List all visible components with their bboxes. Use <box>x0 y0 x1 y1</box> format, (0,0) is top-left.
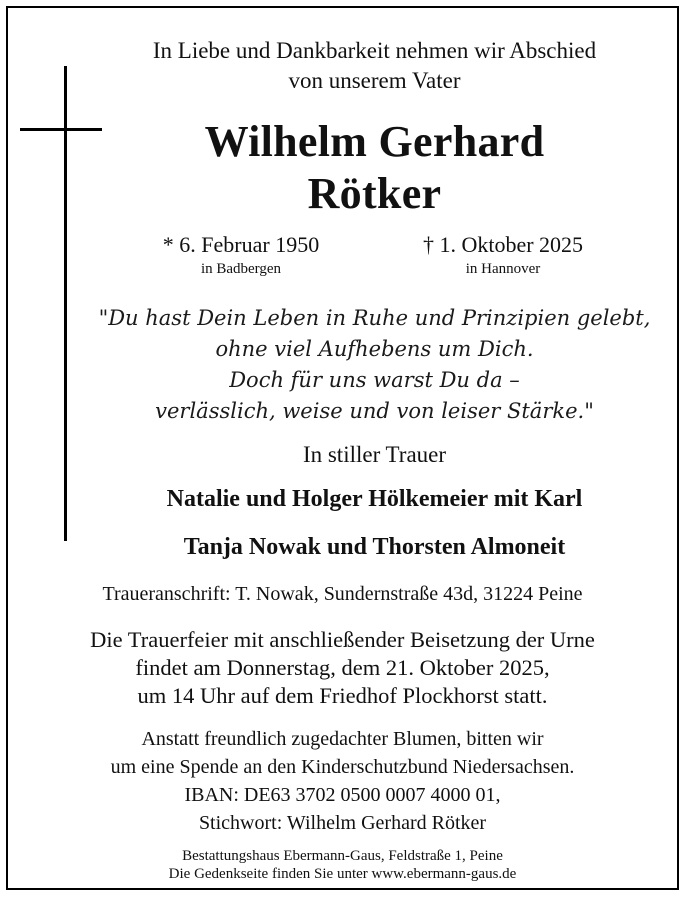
mourning-address: Traueranschrift: T. Nowak, Sundernstraße 43d, 31224 Peine <box>102 583 583 605</box>
family-line-2: Tanja Nowak und Thorsten Almoneit <box>183 534 566 560</box>
death-date: † 1. Oktober 2025 <box>422 232 584 257</box>
obituary-notice <box>6 6 679 890</box>
ceremony-line-1: Die Trauerfeier mit anschließender Beisetzung der Urne <box>90 627 595 652</box>
deceased-name-line-1: Wilhelm Gerhard <box>204 117 545 166</box>
intro-line-2: von unserem Vater <box>288 68 461 93</box>
memorial-page-line: Die Gedenkseite finden Sie unter www.ebermann-gaus.de <box>168 866 517 882</box>
donation-iban: IBAN: DE63 3702 0500 0007 4000 01, <box>184 784 501 806</box>
quote-line-2: ohne viel Aufhebens um Dich. <box>215 337 534 361</box>
death-place: in Hannover <box>465 261 541 277</box>
intro-line-1: In Liebe und Dankbarkeit nehmen wir Abschied <box>152 38 597 63</box>
quote-line-1: "Du hast Dein Leben in Ruhe und Prinzipien gelebt, <box>98 306 651 330</box>
family-line-1: Natalie und Holger Hölkemeier mit Karl <box>166 486 583 512</box>
cross-icon <box>64 66 67 541</box>
donation-keyword: Stichwort: Wilhelm Gerhard Rötker <box>198 812 487 834</box>
deceased-name-line-2: Rötker <box>307 169 442 218</box>
ceremony-line-2: findet am Donnerstag, dem 21. Oktober 2025, <box>135 655 550 680</box>
donation-line-2: um eine Spende an den Kinderschutzbund Niedersachsen. <box>110 756 575 778</box>
quote-line-4: verlässlich, weise und von leiser Stärke." <box>155 399 594 423</box>
mourning-label: In stiller Trauer <box>302 442 447 467</box>
birth-date: * 6. Februar 1950 <box>162 232 320 257</box>
funeral-home-line: Bestattungshaus Ebermann-Gaus, Feldstraße 1, Peine <box>182 848 503 864</box>
quote-line-3: Doch für uns warst Du da – <box>229 368 520 392</box>
birth-place: in Badbergen <box>200 261 282 277</box>
ceremony-line-3: um 14 Uhr auf dem Friedhof Plockhorst statt. <box>137 683 548 708</box>
donation-line-1: Anstatt freundlich zugedachter Blumen, bitten wir <box>141 728 544 750</box>
